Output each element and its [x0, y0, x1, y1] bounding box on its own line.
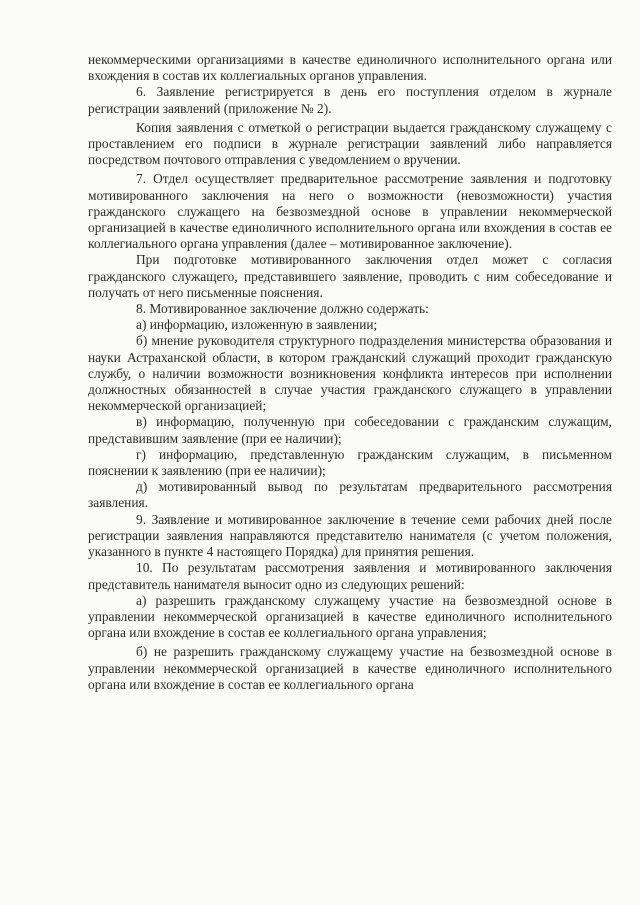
paragraph-copy-registration: Копия заявления с отметкой о регистрации выдается гражданскому служащему с проставлением его подписи в журнале регистрации заявлений либо направляется посредством почтового отправления с уведомлением о вручении.: [88, 119, 612, 168]
document-page: [88, 52, 612, 693]
paragraph-item-7: 7. Отдел осуществляет предварительное рассмотрение заявления и подготовку мотивированного заключения на него о возможности (невозможности) участия гражданского служащего на безвозмездной основе в управлении некоммерческой организацией в качестве единоличного исполнительного органа или вхождения в состав ее коллегиального органа управления (далее – мотивированное заключение).: [88, 171, 612, 252]
paragraph-interview: При подготовке мотивированного заключения отдел может с согласия гражданского служащего, представившего заявление, проводить с ним собеседование и получать от него письменные пояснения.: [88, 252, 612, 300]
paragraph-item-8d: д) мотивированный вывод по результатам предварительного рассмотрения заявления.: [88, 479, 612, 511]
paragraph-item-10: 10. По результатам рассмотрения заявления и мотивированного заключения представитель нанимателя выносит одно из следующих решений:: [88, 560, 612, 592]
paragraph-item-10b: б) не разрешить гражданскому служащему участие на безвозмездной основе в управлении некоммерческой организацией в качестве единоличного исполнительного органа или вхождение в состав ее коллегиального органа: [88, 644, 612, 692]
paragraph-item-8v: в) информацию, полученную при собеседовании с гражданским служащим, представившим заявление (при ее наличии);: [88, 414, 612, 446]
paragraph-item-8g: г) информацию, представленную гражданским служащим, в письменном пояснении к заявлению (при ее наличии);: [88, 446, 612, 479]
paragraph-item-8b: б) мнение руководителя структурного подразделения министерства образования и науки Астраханской области, в котором гражданский служащий проходит гражданскую службу, о наличии возможности возникновения конфликта интересов при исполнении должностных обязанностей в случае участия гражданского служащего в управлении некоммерческой организацией;: [88, 333, 612, 414]
paragraph-item-10a: а) разрешить гражданскому служащему участие на безвозмездной основе в управлении некоммерческой организацией в качестве единоличного исполнительного органа или вхождение в состав ее коллегиального органа управления;: [88, 592, 612, 641]
paragraph-item-6: 6. Заявление регистрируется в день его поступления отделом в журнале регистрации заявлений (приложение № 2).: [88, 84, 612, 116]
paragraph-item-8: 8. Мотивированное заключение должно содержать:: [136, 301, 429, 317]
paragraph-item-8a: а) информацию, изложенную в заявлении;: [136, 317, 378, 333]
paragraph-item-9: 9. Заявление и мотивированное заключение в течение семи рабочих дней после регистрации заявления направляются представителю нанимателя (с учетом положения, указанного в пункте 4 настоящего Порядка) для принятия решения.: [88, 511, 612, 560]
paragraph-continuation: некоммерческими организациями в качестве единоличного исполнительного органа или вхождения в состав их коллегиальных органов управления.: [88, 52, 612, 84]
